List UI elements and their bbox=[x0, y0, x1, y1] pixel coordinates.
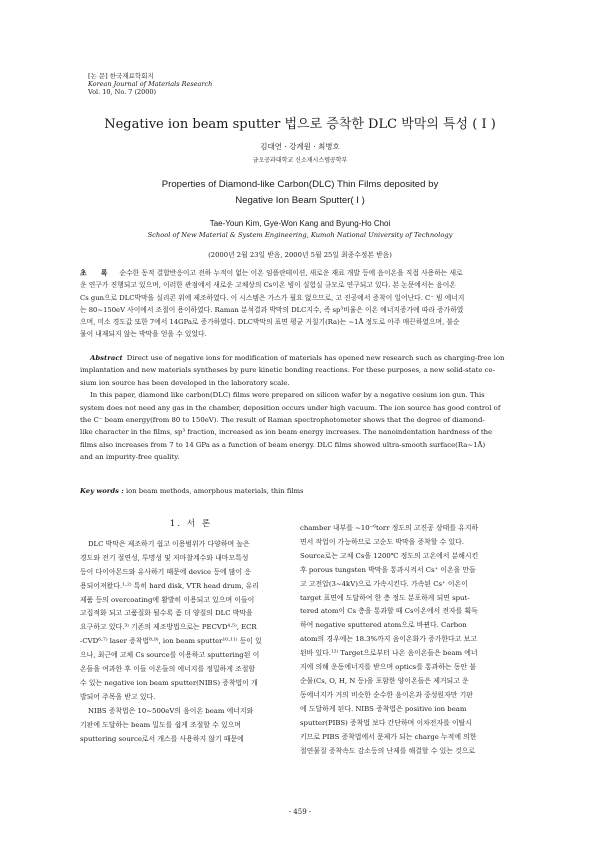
title-english bbox=[0, 177, 600, 209]
body-column-left bbox=[80, 518, 302, 747]
body-line: 고집적화 되고 고품질화 될수록 좀 더 양질의 DLC 박막을 bbox=[80, 609, 253, 618]
keywords-lead: Key words : bbox=[80, 487, 124, 495]
journal-header bbox=[88, 72, 212, 96]
body-line: target 표면에 도달하여 한 층 정도 분포하게 되면 sput- bbox=[300, 593, 470, 602]
journal-name-en: Korean Journal of Materials Research bbox=[88, 80, 213, 88]
body-line: 동에너지가 거의 비슷한 순수한 음이온과 중성원자만 기판 bbox=[300, 690, 473, 699]
abstract-line: and an impurity-free quality. bbox=[80, 453, 180, 462]
body-line: 수 있는 negative ion beam sputter(NIBS) 증착법이 개 bbox=[80, 678, 258, 687]
body-line: chamber 내부를 ~10⁻⁶torr 정도의 고진공 상태를 유지하 bbox=[300, 524, 479, 532]
abstract-line: In this paper, diamond like carbon(DLC) films were prepared on silicon wafer by a negative cesium ion gun. This bbox=[90, 391, 485, 400]
keywords-text: ion beam methods, amorphous materials, thin films bbox=[123, 487, 304, 495]
title-english-line: Properties of Diamond-like Carbon(DLC) Thin Films deposited by bbox=[161, 179, 439, 190]
received-dates: (2000년 2월 23일 받음, 2000년 5월 25일 최종수정본 받음) bbox=[208, 251, 392, 259]
body-line: 면서 작업이 가능하므로 고순도 박막을 증착할 수 있다. bbox=[300, 537, 464, 546]
page-number: - 459 - bbox=[288, 808, 312, 816]
body-line: NIBS 증착법은 10~500eV의 음이온 beam 에너지와 bbox=[88, 706, 254, 715]
journal-name-ko: [논 문] 한국재료학회지 bbox=[88, 72, 154, 80]
body-line: 등이 다이아몬드와 유사하기 때문에 device 등에 많이 응 bbox=[80, 567, 251, 576]
keywords bbox=[80, 487, 304, 495]
section-heading: 1. 서 론 bbox=[169, 519, 213, 529]
body-line: 에 도달하게 된다. NIBS 증착법은 positive ion beam bbox=[300, 704, 467, 713]
abstract-line: Abstract Direct use of negative ions for modification of materials has opened new research such as charging-free ion bbox=[90, 354, 505, 362]
body-line: 요구하고 있다.³⁾ 기존의 제조방법으로는 PECVD⁴·⁵⁾, ECR bbox=[80, 623, 257, 632]
body-line: 고 고전압(3~4kV)으로 가속시킨다. 가속된 Cs⁺ 이온이 bbox=[300, 579, 468, 588]
body-line: 제품 등의 overcoating에 활발히 이용되고 있으며 이들이 bbox=[80, 595, 255, 604]
abstract-korean-lead: 초 록 bbox=[80, 269, 114, 277]
affiliation-korean: 금오공과대학교 신소재시스템공학부 bbox=[252, 157, 348, 164]
abstract-line: like character in the films, sp³ fraction, increased as ion beam energy increases. The nanoindentation hardness of the bbox=[80, 428, 493, 437]
abstract-korean bbox=[80, 267, 522, 341]
body-line: 지에 의해 운동에너지를 받으며 optics를 통과하는 동안 불 bbox=[300, 663, 477, 672]
abstract-english-lead: Abstract bbox=[90, 354, 123, 362]
journal-volume: Vol. 10, No. 7 (2000) bbox=[88, 88, 157, 96]
body-line: sputter(PIBS) 증착법 보다 간단하며 이차전자를 이탈시 bbox=[300, 718, 472, 727]
body-line: 온들을 여과한 후 이들 이온들의 에너지를 정밀하게 조절할 bbox=[80, 665, 256, 674]
body-line: 키므로 PIBS 증착법에서 문제가 되는 charge 누적에 의한 bbox=[300, 732, 477, 741]
body-line: 기판에 도달하는 beam 밀도를 쉽게 조절할 수 있으며 bbox=[80, 720, 241, 729]
body-line: 순물(Cs, O, H, N 등)을 포함한 양이온들은 제거되고 운 bbox=[300, 676, 469, 685]
abstract-line: the C⁻ beam energy(from 80 to 150eV). The result of Raman spectrophotometer shows that the degree of diamond- bbox=[80, 416, 485, 425]
body-line: tered atom이 Cs 층을 통과할 때 Cs이온에서 전자를 획득 bbox=[300, 607, 478, 616]
abstract-line: implantation and new materials syntheses by pure kinetic bonding reactions. For these purposes, a new solid-state ce- bbox=[80, 366, 495, 375]
body-line: 경도와 전기 절연성, 투명성 및 저마찰계수와 내마모특성 bbox=[80, 553, 249, 562]
title-english-line: Negative Ion Beam Sputter( I ) bbox=[235, 195, 365, 206]
body-line: Source로는 고체 Cs을 1200℃ 정도의 고온에서 분해시킨 bbox=[300, 551, 479, 560]
body-line: 절연물질 증착속도 감소등의 난제를 해결할 수 있는 것으로 bbox=[300, 746, 476, 755]
abstract-line: system does not need any gas in the chamber, deposition occurs under high vacuum. The ion source has good control of bbox=[80, 403, 501, 412]
body-column-right bbox=[300, 522, 522, 758]
abstract-line: 운 연구가 진행되고 있으며, 이러한 관점에서 새로운 고체상의 Cs이온 빔이 실험실 규모로 연구되고 있다. 본 논문에서는 음이온 bbox=[80, 281, 456, 290]
body-line: -CVD⁶·⁷⁾ laser 증착법⁸·⁹⁾, ion beam sputter¹⁰·¹¹⁾ 등이 있 bbox=[80, 637, 262, 646]
body-line: DLC 박막은 제조하기 쉽고 이용범위가 다양하며 높은 bbox=[88, 539, 250, 548]
body-line: 된바 있다.¹²⁾ Target으로부터 나온 음이온들은 beam 에너 bbox=[300, 649, 478, 658]
affiliation-english: School of New Material & System Engineering, Kumoh National University of Technology bbox=[147, 231, 453, 239]
abstract-line: 으며, 미소 경도값 또한 7에서 14GPa로 증가하였다. DLC박막의 표면 평균 거칠기(Ra)는 ~1Å 정도로 아주 매끈하였으며, 불순 bbox=[80, 318, 460, 327]
authors-korean: 김대연 · 강계원 · 최병호 bbox=[260, 142, 340, 151]
abstract-line: sium ion source has been developed in the laboratory scale. bbox=[80, 378, 290, 387]
body-line: 하여 negative sputtered atom으로 바뀐다. Carbon bbox=[300, 621, 467, 630]
authors-english: Tae-Youn Kim, Gye-Won Kang and Byung-Ho Choi bbox=[209, 219, 391, 228]
body-line: 으나, 최근에 고체 Cs source를 이용하고 sputtering된 이 bbox=[80, 651, 260, 660]
abstract-line: films also increases from 7 to 14 GPa as a function of beam energy. DLC films showed ultra-smooth surface(Ra~1Å) bbox=[80, 440, 486, 449]
body-line: atom의 경우에는 18.3%까지 음이온화가 증가한다고 보고 bbox=[300, 635, 477, 644]
body-line: 후 porous tungsten 박막을 통과시켜서 Cs⁺ 이온을 만들 bbox=[300, 565, 476, 574]
abstract-line: 초 록 순수한 동적 결합반응이고 전하 누적이 없는 이온 임플란테이션, 새로운 재료 개발 등에 음이온을 직접 사용하는 새로 bbox=[80, 269, 463, 277]
abstract-line: Cs gun으로 DLC박막을 실리콘 위에 제조하였다. 이 시스템은 가스가 필요 없으므로, 고 진공에서 증착이 일어난다. C⁻ 빔 에너지 bbox=[80, 293, 465, 302]
abstract-english bbox=[80, 352, 525, 464]
body-line: 발되어 주목을 받고 있다. bbox=[80, 692, 156, 701]
abstract-line: 는 80~150eV 사이에서 조절이 용이하였다. Raman 분석결과 박막의 DLC지수, 즉 sp³비율은 이온 에너지증가에 따라 증가하였 bbox=[80, 305, 464, 314]
body-line: 용되어져왔다.¹·²⁾ 특히 hard disk, VTR head drum, 유리 bbox=[80, 581, 259, 590]
abstract-line: 물이 내재되지 않는 박막을 얻을 수 있었다. bbox=[80, 330, 207, 339]
body-line: sputtering source로서 개스를 사용하지 않기 때문에 bbox=[80, 734, 244, 743]
title-korean: Negative ion beam sputter 법으로 증착한 DLC 박막의 특성 ( I ) bbox=[104, 117, 496, 132]
